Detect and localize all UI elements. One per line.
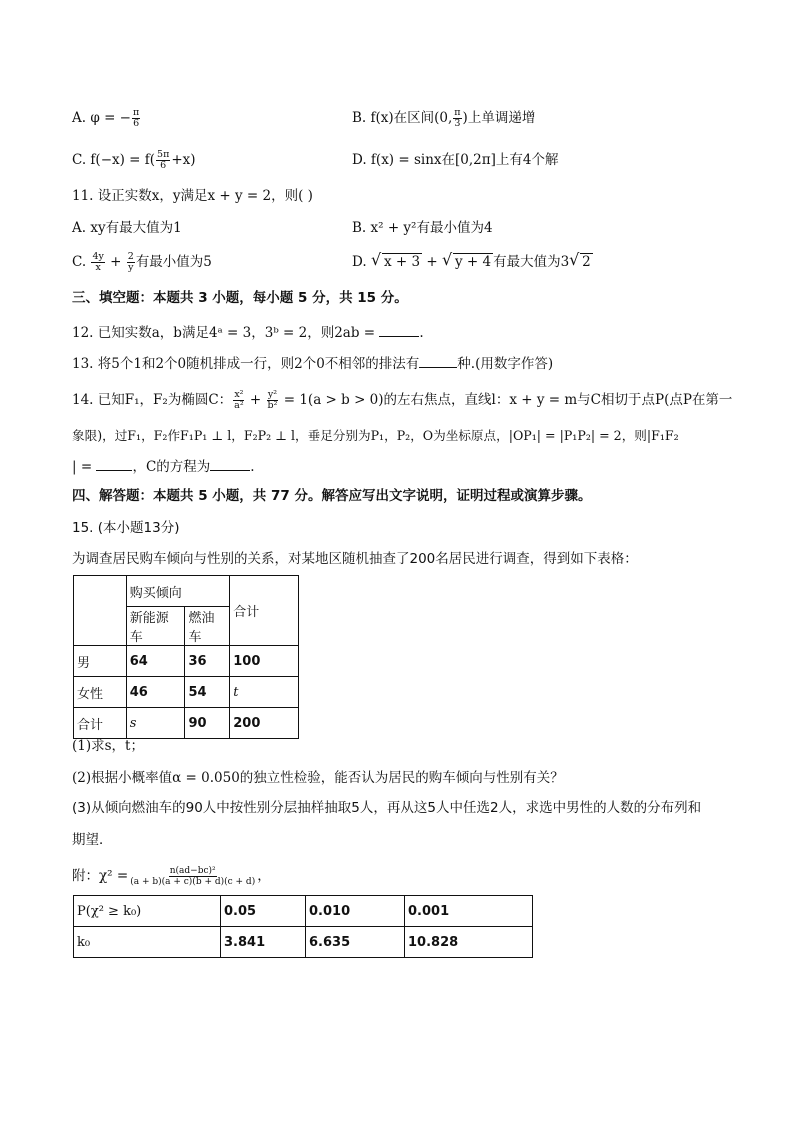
q14-line-2: 象限)，过F₁，F₂作F₁P₁ ⊥ l，F₂P₂ ⊥ l，垂足分别为P₁，P₂，O为坐标原点，|OP₁| = |P₁P₂| = 2，则|F₁F₂ [72, 428, 679, 443]
fraction-denominator: b² [267, 400, 278, 411]
fraction-numerator: 5π [157, 149, 170, 160]
fraction-numerator: x² [234, 389, 244, 400]
fraction-numerator: 2 [127, 251, 134, 262]
table-cell: 46 [126, 677, 185, 708]
table-cell: 0.010 [306, 896, 405, 927]
q14-line-3 [72, 456, 255, 477]
table-row [74, 677, 299, 708]
table-cell: 200 [230, 708, 299, 739]
q11-option-c [72, 252, 212, 273]
fraction-denominator: 6 [160, 160, 167, 171]
appendix-comma: ， [257, 868, 271, 884]
answer-blank [379, 322, 419, 337]
table-cell: 3.841 [221, 927, 306, 958]
table-cell: 54 [185, 677, 230, 708]
table-cell: 90 [185, 708, 230, 739]
q12-text: 12. 已知实数a，b满足4ᵃ = 3，3ᵇ = 2，则2ab = [72, 325, 376, 341]
table-header-fuel: 燃油车 [185, 607, 230, 646]
appendix-label: 附：χ² = [72, 868, 129, 884]
answer-blank [419, 353, 457, 368]
q10-option-a-text: A. φ = − [72, 110, 131, 126]
fraction [127, 252, 135, 273]
section-3-heading: 三、填空题：本题共 3 小题，每小题 5 分，共 15 分。 [72, 290, 408, 306]
q10-option-b-tail: )上单调递增 [462, 110, 536, 126]
table-row [74, 927, 533, 958]
q15-part-1: (1)求s，t； [72, 738, 144, 754]
fraction-numerator: π [133, 107, 140, 118]
q13 [72, 353, 553, 374]
table-cell: P(χ² ≥ k₀) [74, 896, 221, 927]
q14-text: | = [72, 459, 93, 475]
table-row [74, 896, 533, 927]
q15-appendix-formula [72, 866, 271, 887]
q10-option-d: D. f(x) = sinx在[0,2π]上有4个解 [352, 152, 559, 168]
table-cell: 合计 [74, 708, 127, 739]
fraction-denominator: 6 [133, 118, 140, 129]
table-row [74, 708, 299, 739]
radicand: x + 3 [383, 254, 421, 270]
answer-blank [210, 456, 250, 471]
table-cell: 10.828 [405, 927, 533, 958]
table-cell: k₀ [74, 927, 221, 958]
q11-option-a: A. xy有最大值为1 [72, 220, 182, 236]
table-group-header: 购买倾向 [126, 576, 230, 607]
q11-stem: 11. 设正实数x，y满足x + y = 2，则( ) [72, 188, 313, 204]
survey-table [73, 575, 299, 739]
q12-end: . [419, 325, 424, 341]
q10-option-b-fraction [453, 108, 461, 129]
q14-end: . [250, 459, 255, 475]
q11-option-d-tail: 有最大值为3 [493, 254, 570, 270]
q11-option-b: B. x² + y²有最小值为4 [352, 220, 493, 236]
plus-sign: + [245, 392, 266, 408]
fraction-numerator: 4y [92, 251, 104, 262]
q11-option-d [352, 252, 593, 272]
q10-option-c-fraction [156, 150, 170, 171]
q15-part-2: (2)根据小概率值α = 0.050的独立性检验，能否认为居民的购车倾向与性别有关？ [72, 770, 564, 786]
section-4-heading: 四、解答题：本题共 5 小题，共 77 分。解答应写出文字说明，证明过程或演算步骤。 [72, 488, 592, 504]
q15-part-3-line-2: 期望． [72, 832, 113, 848]
table-corner-cell [74, 576, 127, 646]
q15-intro: 为调查居民购车倾向与性别的关系，对某地区随机抽查了200名居民进行调查，得到如下表格： [72, 551, 638, 567]
q14-text-tail: = 1(a > b > 0)的左右焦点，直线l：x + y = m与C相切于点P(点P在第一 [279, 392, 733, 408]
fraction [91, 252, 104, 273]
q13-tail: 种.(用数字作答) [457, 356, 554, 372]
q12 [72, 322, 424, 343]
table-cell: 100 [230, 646, 299, 677]
table-cell: 男 [74, 646, 127, 677]
table-cell: s [126, 708, 185, 739]
table-cell: 0.05 [221, 896, 306, 927]
table-cell: 女性 [74, 677, 127, 708]
table-cell: 0.001 [405, 896, 533, 927]
sqrt-expression: √ 2 [569, 250, 591, 270]
q10-option-c-tail: +x) [171, 152, 196, 168]
fraction [233, 390, 244, 411]
q10-option-c-text: C. f(−x) = f( [72, 152, 156, 168]
radicand: y + 4 [454, 254, 492, 270]
answer-blank [96, 456, 132, 471]
q10-option-b-text: B. f(x)在区间(0, [352, 110, 453, 126]
chi-square-formula [129, 866, 256, 887]
fraction-denominator: a² [234, 400, 244, 411]
q10-option-b [352, 108, 535, 129]
sqrt-expression: √ x + 3 [370, 250, 421, 270]
sqrt-expression: √ y + 4 [441, 250, 492, 270]
table-row [74, 646, 299, 677]
critical-value-table [73, 895, 533, 958]
q13-text: 13. 将5个1和2个0随机排成一行，则2个0不相邻的排法有 [72, 356, 420, 372]
fraction-numerator: π [454, 107, 461, 118]
q14-line-1 [72, 390, 732, 411]
table-cell: 6.635 [306, 927, 405, 958]
fraction-numerator: n(ad−bc)² [169, 866, 216, 876]
table-header-total: 合计 [230, 576, 299, 646]
table-cell: 64 [126, 646, 185, 677]
plus-sign: + [105, 254, 126, 270]
q11-option-c-tail: 有最小值为5 [135, 254, 212, 270]
fraction [267, 390, 279, 411]
q14-text: ，C的方程为 [132, 459, 211, 475]
q10-option-a-fraction [132, 108, 140, 129]
fraction-denominator: y [128, 262, 134, 273]
fraction-numerator: y² [267, 389, 278, 400]
table-cell: t [230, 677, 299, 708]
table-header-new-energy: 新能源车 [126, 607, 185, 646]
q15-part-3-line-1: (3)从倾向燃油车的90人中按性别分层抽样抽取5人，再从这5人中任选2人，求选中男性的人数的分布列和 [72, 800, 702, 816]
fraction-denominator: 3 [454, 118, 461, 129]
q14-text: 14. 已知F₁，F₂为椭圆C： [72, 392, 233, 408]
radicand: 2 [582, 254, 591, 270]
table-cell: 36 [185, 646, 230, 677]
fraction-denominator: (a + b)(a + c)(b + d)(c + d) [130, 877, 256, 887]
q10-option-a [72, 108, 141, 129]
q15-header: 15. (本小题13分) [72, 520, 180, 536]
q11-option-c-label: C. [72, 254, 91, 270]
plus-sign: + [422, 254, 442, 270]
q10-option-c [72, 150, 196, 171]
fraction-denominator: x [95, 262, 101, 273]
q11-option-d-label: D. [352, 254, 371, 270]
